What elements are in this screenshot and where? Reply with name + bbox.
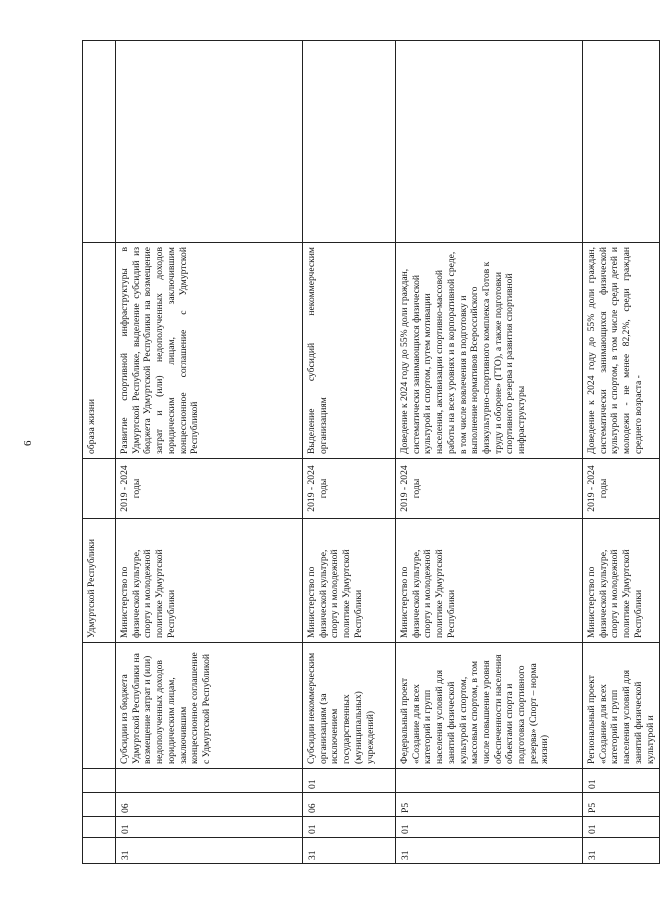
cell-name: Федеральный проект «Создание для всех категорий и групп населения условий для занятий физической культурой и спортом, массовым спортом, в том числе повышение уровня обеспеченности населения объектами спорта и подготовка спортивного резерва» (Спорт – норма жизни) [396, 643, 583, 769]
cell-result: образа жизни [83, 243, 116, 459]
cell-result: Доведение к 2024 году до 55% доли граждан, систематически занимающихся физической культурой и спортом, путем мотивации населения, активизации спортивно-массовой работы на всех уровнях и в корпоративной среде, в том числе вовлечения в подготовку и выполнение нормативов Всероссийского физкультурно-спортивного комплекса «Готов к труду и обороне» (ГТО), а также подготовки спортивного резерва и развития спортивной инфраструктуры [396, 243, 583, 459]
cell-code-4 [83, 769, 116, 793]
cell-years: 2019 - 2024 годы [583, 459, 660, 519]
cell-name: Субсидии некоммерческим организациям (за исключением государственных (муниципальных) учреждений) [303, 643, 396, 769]
program-measures-table [82, 40, 660, 864]
table-row [303, 41, 396, 864]
cell-link [303, 41, 396, 243]
cell-code-3 [83, 793, 116, 817]
cell-result: Выделение субсидий некоммерческим организациям [303, 243, 396, 459]
cell-code-1: 31 [396, 838, 583, 864]
cell-executor: Министерство по физической культуре, спорту и молодежной политике Удмуртской Республики [396, 519, 583, 643]
cell-code-2: 01 [583, 817, 660, 838]
cell-link [116, 41, 303, 243]
rotated-table-canvas [82, 41, 656, 864]
cell-executor: Министерство по физической культуре, спорту и молодежной политике Удмуртской Республики [303, 519, 396, 643]
cell-code-1: 31 [583, 838, 660, 864]
cell-code-2: 01 [116, 817, 303, 838]
cell-code-3: 06 [116, 793, 303, 817]
page-number: 6 [22, 440, 34, 446]
cell-name: Региональный проект «Создание для всех категорий и групп населения условий для занятий физической культурой и [583, 643, 660, 769]
cell-result: Доведение к 2024 году до 55% доли граждан, систематически занимающихся физической культурой и спортом, в том числе среди детей и молодежи - не менее 82,2%, среди граждан среднего возраста - [583, 243, 660, 459]
cell-code-3: Р5 [583, 793, 660, 817]
cell-name [83, 643, 116, 769]
table-row [83, 41, 116, 864]
cell-years: 2019 - 2024 годы [396, 459, 583, 519]
cell-link [583, 41, 660, 243]
cell-executor: Удмуртской Республики [83, 519, 116, 643]
cell-code-4 [116, 769, 303, 793]
cell-years: 2019 - 2024 годы [116, 459, 303, 519]
cell-executor: Министерство по физической культуре, спорту и молодежной политике Удмуртской Республики [583, 519, 660, 643]
cell-code-3: Р5 [396, 793, 583, 817]
cell-link [83, 41, 116, 243]
cell-code-4: 01 [583, 769, 660, 793]
cell-code-2: 01 [396, 817, 583, 838]
cell-executor: Министерство по физической культуре, спорту и молодежной политике Удмуртской Республики [116, 519, 303, 643]
cell-years: 2019 - 2024 годы [303, 459, 396, 519]
cell-code-4: 01 [303, 769, 396, 793]
cell-code-1: 31 [303, 838, 396, 864]
cell-name: Субсидии из бюджета Удмуртской Республики на возмещение затрат и (или) недополученных доходов юридическим лицам, заключившим концессионное соглашение с Удмуртской Республикой [116, 643, 303, 769]
cell-code-2: 01 [303, 817, 396, 838]
table-row [396, 41, 583, 864]
cell-result: Развитие спортивной инфраструктуры в Удмуртской Республике, выделение субсидий из бюджета Удмуртской Республики на возмещение затрат и (или) недополученных доходов юридическим лицам, заключившим концессионное соглашение с Удмуртской Республикой [116, 243, 303, 459]
cell-code-4 [396, 769, 583, 793]
cell-code-3: 06 [303, 793, 396, 817]
cell-code-1 [83, 838, 116, 864]
cell-link [396, 41, 583, 243]
cell-code-1: 31 [116, 838, 303, 864]
table-row [583, 41, 660, 864]
cell-code-2 [83, 817, 116, 838]
cell-years [83, 459, 116, 519]
table-row [116, 41, 303, 864]
